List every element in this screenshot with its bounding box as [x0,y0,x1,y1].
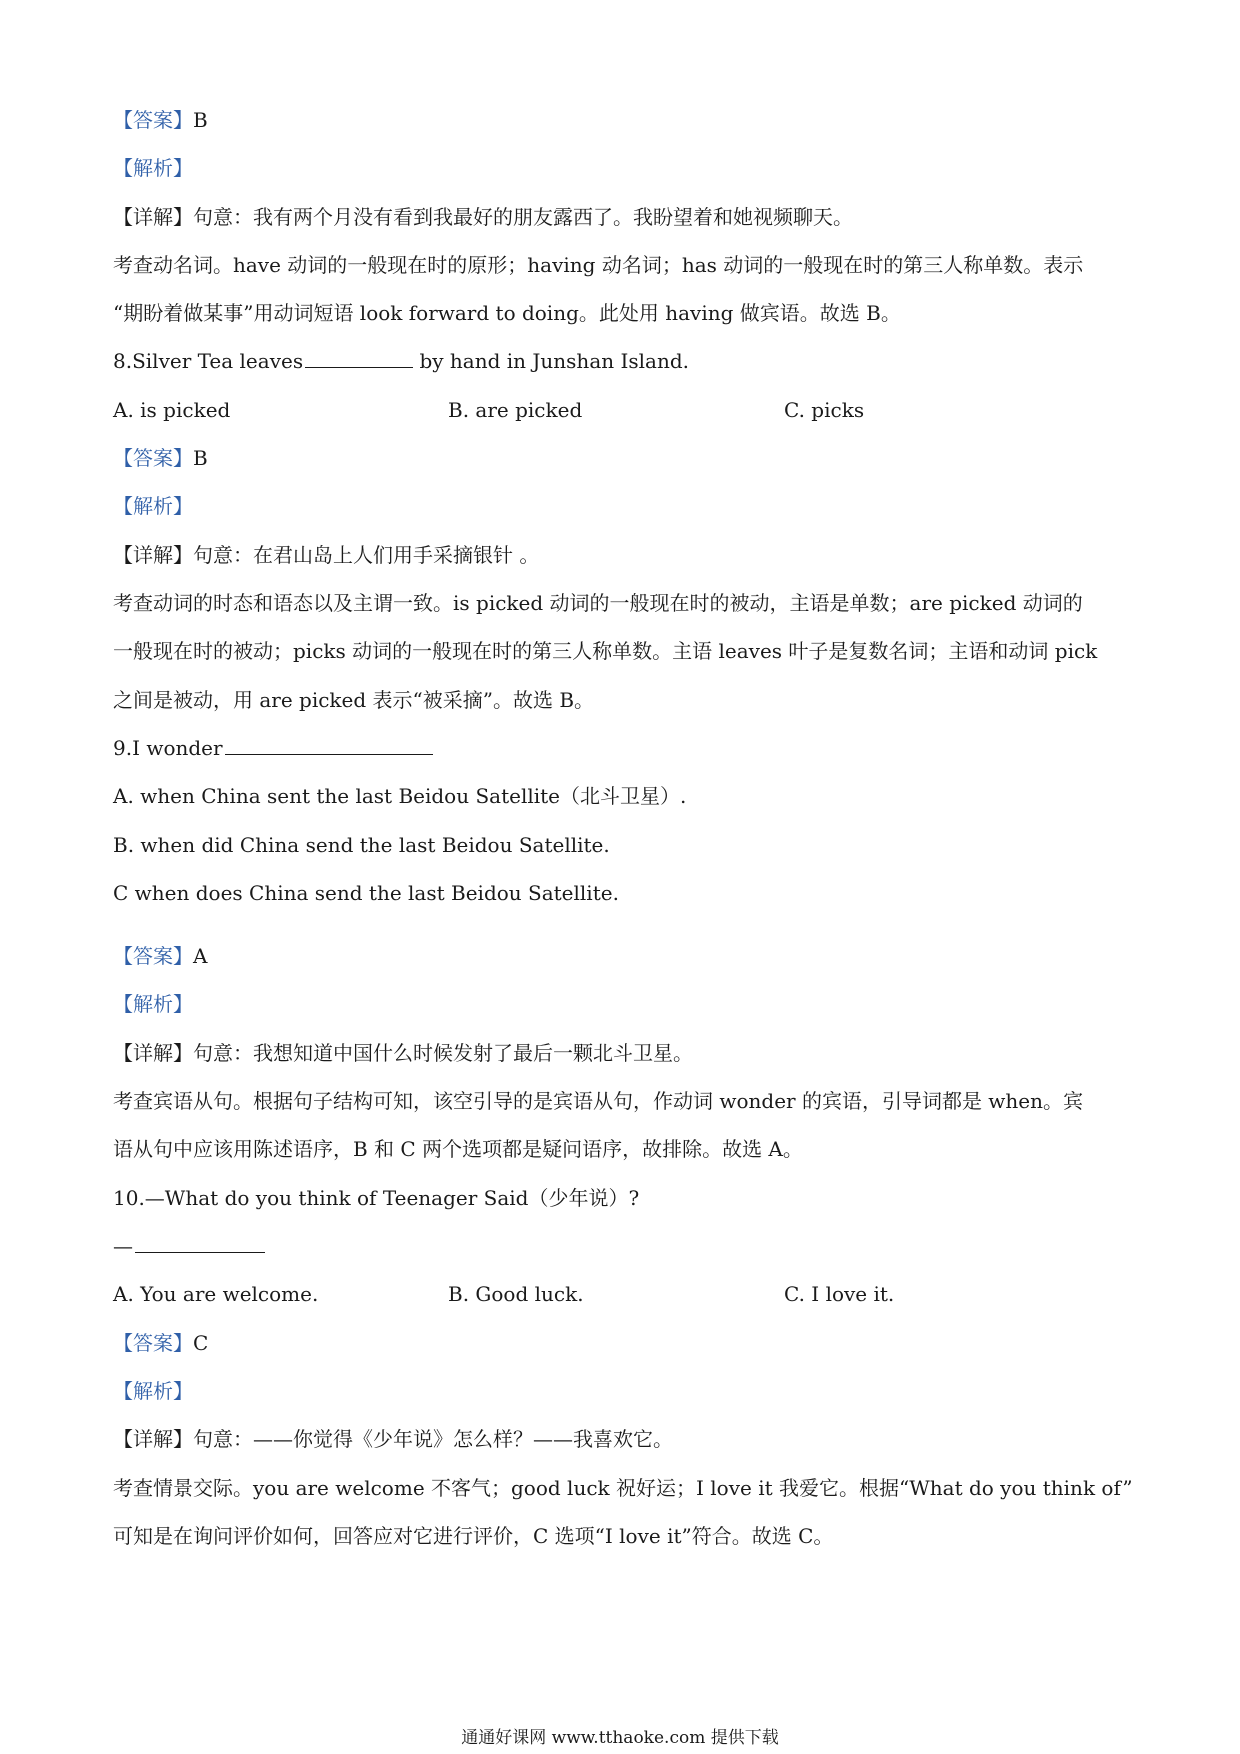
option-c: C. picks [784,398,865,422]
option-b: B. when did China send the last Beidou Satellite. [113,833,610,857]
answer-line-q10 [113,1329,208,1357]
explanation-line: “期盼着做某事”用动词短语 look forward to doing。此处用 having 做宾语。故选 B。 [113,301,901,325]
explanation-line: 考查动名词。have 动词的一般现在时的原形；having 动名词；has 动词的一般现在时的第三人称单数。表示 [113,253,1084,277]
detail-line-q7 [113,203,853,231]
question-8-stem [113,347,689,375]
option-a: A. when China sent the last Beidou Satellite（北斗卫星）. [113,784,687,808]
detail-text: 句意：在君山岛上人们用手采摘银针 。 [193,543,540,567]
answer-value: A [193,944,208,968]
explanation-line: 语从句中应该用陈述语序，B 和 C 两个选项都是疑问语序，故排除。故选 A。 [113,1137,803,1161]
detail-text: 句意：——你觉得《少年说》怎么样？——我喜欢它。 [193,1427,673,1451]
detail-line-q8 [113,541,539,569]
detail-text: 句意：我有两个月没有看到我最好的朋友露西了。我盼望着和她视频聊天。 [193,205,853,229]
answer-line-q9 [113,942,207,970]
detail-label: 【详解】 [113,205,193,229]
answer-label: 【答案】 [113,1331,193,1355]
explanation-line: 可知是在询问评价如何，回答应对它进行评价，C 选项“I love it”符合。故选 C。 [113,1524,834,1548]
detail-line-q10 [113,1425,673,1453]
analysis-label: 【解析】 [113,156,193,180]
option-b: B. are picked [448,398,583,422]
footer-source: 通通好课网 www.tthaoke.com 提供下载 [461,1728,779,1748]
stem-part: by hand in Junshan Island. [413,349,690,373]
answer-value: C [193,1331,209,1355]
explanation-line: 之间是被动，用 are picked 表示“被采摘”。故选 B。 [113,688,595,712]
analysis-label: 【解析】 [113,992,193,1016]
detail-label: 【详解】 [113,1041,193,1065]
answer-value: B [193,108,208,132]
option-b: B. Good luck. [448,1282,584,1306]
answer-value: B [193,446,208,470]
option-c: C when does China send the last Beidou Satellite. [113,881,619,905]
answer-blank [135,1232,265,1253]
explanation-line: 考查动词的时态和语态以及主谓一致。is picked 动词的一般现在时的被动，主语是单数；are picked 动词的 [113,591,1083,615]
answer-label: 【答案】 [113,108,193,132]
explanation-line: 一般现在时的被动；picks 动词的一般现在时的第三人称单数。主语 leaves 叶子是复数名词；主语和动词 pick [113,639,1098,663]
analysis-label: 【解析】 [113,494,193,518]
answer-blank [305,347,413,368]
option-a: A. You are welcome. [113,1282,319,1306]
answer-label: 【答案】 [113,944,193,968]
detail-text: 句意：我想知道中国什么时候发射了最后一颗北斗卫星。 [193,1041,693,1065]
answer-label: 【答案】 [113,446,193,470]
detail-label: 【详解】 [113,543,193,567]
answer-line-q7 [113,106,208,134]
detail-label: 【详解】 [113,1427,193,1451]
answer-blank [225,734,433,755]
option-a: A. is picked [113,398,231,422]
question-10-reply [113,1232,265,1260]
detail-line-q9 [113,1039,693,1067]
explanation-line: 考查情景交际。you are welcome 不客气；good luck 祝好运；I love it 我爱它。根据“What do you think of” [113,1476,1133,1500]
stem-part: 9.I wonder [113,736,223,760]
analysis-label: 【解析】 [113,1379,193,1403]
reply-dash: — [113,1234,133,1258]
question-10-stem: 10.—What do you think of Teenager Said（少年说）? [113,1186,640,1210]
question-9-stem [113,734,433,762]
explanation-line: 考查宾语从句。根据句子结构可知，该空引导的是宾语从句，作动词 wonder 的宾语，引导词都是 when。宾 [113,1089,1084,1113]
answer-line-q8 [113,444,208,472]
stem-part: 8.Silver Tea leaves [113,349,304,373]
option-c: C. I love it. [784,1282,895,1306]
